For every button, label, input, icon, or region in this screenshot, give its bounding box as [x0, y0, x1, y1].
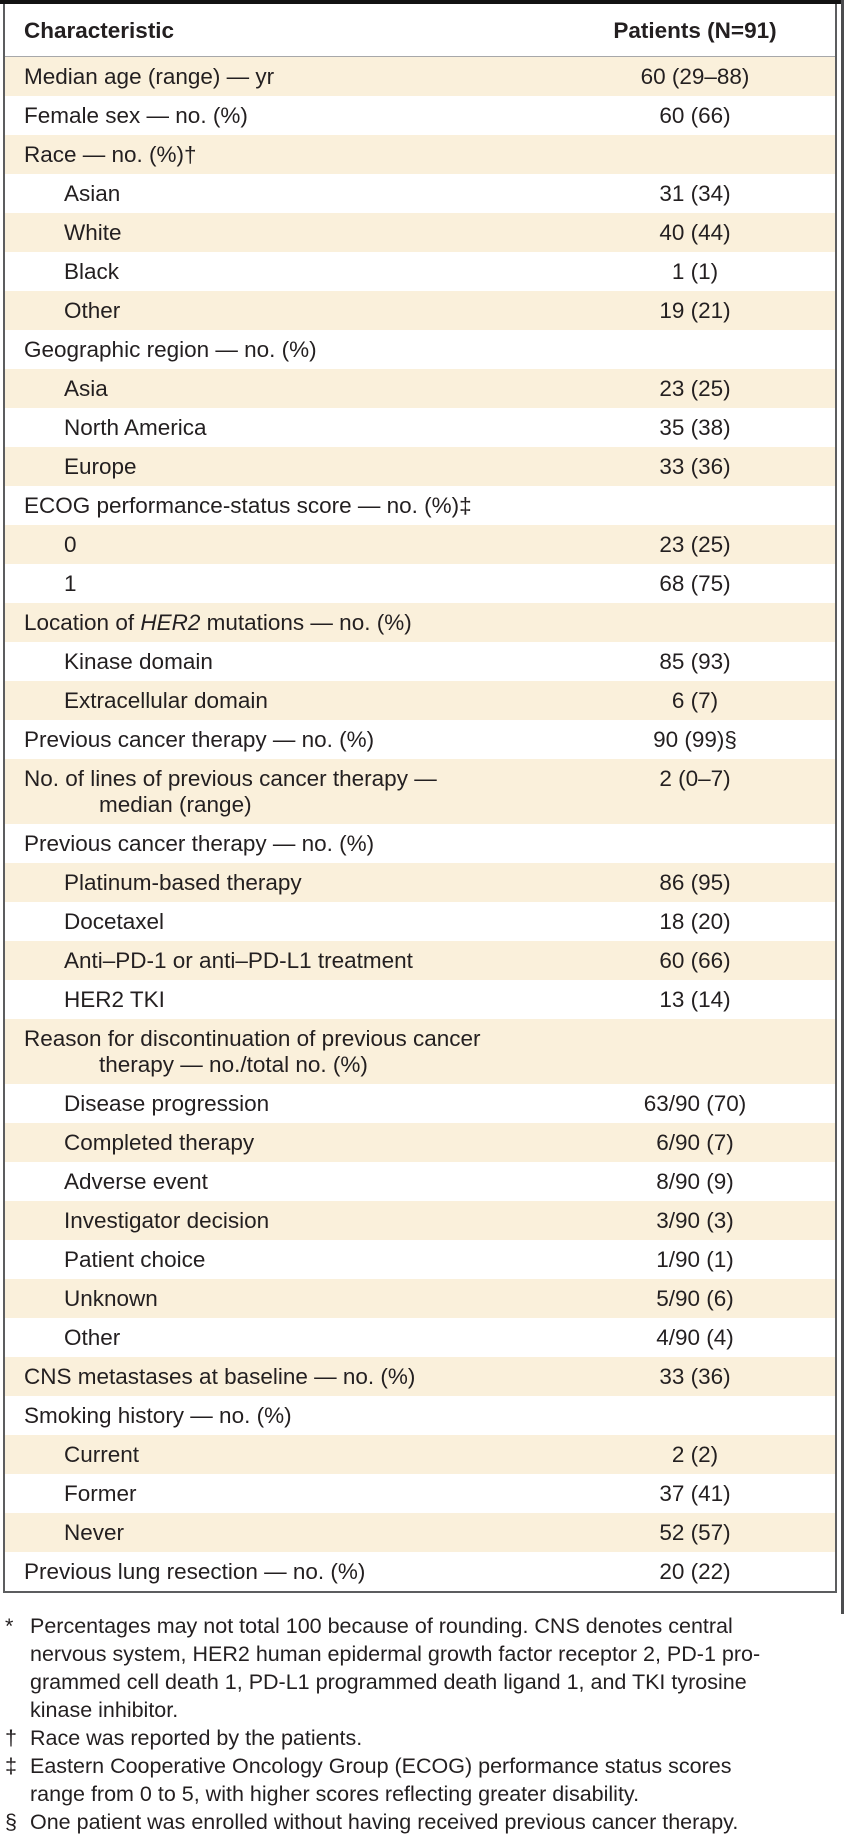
table-row: [5, 1474, 835, 1513]
row-label-line1: Black: [64, 258, 120, 284]
row-value: 6 (7): [671, 687, 719, 713]
row-label-text: Location of: [24, 609, 141, 635]
table-row: [5, 213, 835, 252]
table-row: [5, 681, 835, 720]
table-row: [5, 1084, 835, 1123]
table-row: [5, 1123, 835, 1162]
row-value: 4/90 (4): [656, 1324, 734, 1350]
table-row: [5, 1019, 835, 1084]
row-label: [24, 415, 595, 441]
row-label: [24, 1325, 595, 1351]
table-row: [5, 824, 835, 863]
row-label: [24, 688, 595, 714]
table-row: [5, 902, 835, 941]
row-label-line1: Asian: [64, 180, 121, 206]
row-label: [24, 948, 595, 974]
row-label-line1: Geographic region — no. (%): [24, 336, 317, 362]
row-label-line1: Adverse event: [64, 1168, 208, 1194]
row-label-line1: Previous cancer therapy — no. (%): [24, 830, 375, 856]
row-value: 8/90 (9): [656, 1168, 734, 1194]
row-value: 52 (57): [659, 1519, 731, 1545]
row-label: [24, 64, 595, 90]
row-label: [24, 766, 595, 818]
footnote: [3, 1752, 841, 1808]
footnote-line: kinase inhibitor.: [30, 1698, 179, 1722]
row-value: 90 (99)§: [653, 726, 737, 752]
table-footnotes: [3, 1612, 841, 1836]
row-label-line1: Median age (range) — yr: [24, 63, 275, 89]
footnote-text: [30, 1724, 841, 1752]
row-value: 35 (38): [659, 414, 731, 440]
row-label-line1: Kinase domain: [64, 648, 213, 674]
row-label-line1: Previous cancer therapy — no. (%): [24, 726, 375, 752]
footnote-symbol: ‡: [5, 1754, 17, 1778]
row-label: [24, 376, 595, 402]
footnote-line: Eastern Cooperative Oncology Group (ECOG) performance status scores: [30, 1754, 732, 1778]
row-value: 18 (20): [659, 908, 731, 934]
table-row: [5, 1318, 835, 1357]
row-label-line1: Former: [64, 1480, 137, 1506]
row-label: [24, 142, 595, 168]
row-label-line1: Unknown: [64, 1285, 158, 1311]
row-label: [24, 259, 595, 285]
characteristics-table: [3, 4, 837, 1593]
row-label: [24, 1559, 595, 1585]
row-label-line1: Anti–PD-1 or anti–PD-L1 treatment: [64, 947, 413, 973]
table-row: [5, 486, 835, 525]
footnote: [3, 1808, 841, 1836]
row-label: [24, 610, 595, 636]
row-label-line1: Female sex — no. (%): [24, 102, 248, 128]
row-label: [24, 571, 595, 597]
table-row: [5, 96, 835, 135]
row-label: [24, 649, 595, 675]
row-value: 31 (34): [659, 180, 731, 206]
row-value: 20 (22): [659, 1558, 731, 1584]
row-label-line1: Race — no. (%)†: [24, 141, 197, 167]
table-row: [5, 1201, 835, 1240]
footnote-symbol: †: [5, 1726, 17, 1750]
row-value: 68 (75): [659, 570, 731, 596]
table-row: [5, 1279, 835, 1318]
row-value: 13 (14): [659, 986, 731, 1012]
row-value: 33 (36): [659, 453, 731, 479]
row-label-italic: HER2: [140, 609, 201, 635]
row-label: [24, 1247, 595, 1273]
row-label-line1: Reason for discontinuation of previous cancer: [24, 1025, 481, 1051]
row-label-line1: Asia: [64, 375, 108, 401]
row-label: [24, 1091, 595, 1117]
row-label-line1: Patient choice: [64, 1246, 206, 1272]
row-label: [24, 987, 595, 1013]
row-label-line1: [24, 610, 589, 636]
row-label-line1: Investigator decision: [64, 1207, 270, 1233]
table-row: [5, 1513, 835, 1552]
row-label: [24, 220, 595, 246]
row-label: [24, 1442, 595, 1468]
table-row: [5, 1396, 835, 1435]
row-value: 60 (29–88): [640, 63, 750, 89]
row-label: [24, 831, 595, 857]
row-value: 19 (21): [659, 297, 731, 323]
row-label-line1: 0: [64, 531, 77, 557]
row-label-line1: Other: [64, 297, 121, 323]
row-label-line1: Disease progression: [64, 1090, 270, 1116]
table-row: [5, 57, 835, 96]
row-label-line1: ECOG performance-status score — no. (%)‡: [24, 492, 472, 518]
row-label-line1: Current: [64, 1441, 140, 1467]
row-label: [24, 1169, 595, 1195]
row-label-line1: HER2 TKI: [64, 986, 165, 1012]
row-label: [24, 1130, 595, 1156]
row-value: 63/90 (70): [643, 1090, 747, 1116]
footnote-symbol: §: [5, 1810, 17, 1834]
table-row: [5, 1162, 835, 1201]
row-label-line1: Platinum-based therapy: [64, 869, 302, 895]
table-row: [5, 447, 835, 486]
column-header-patients: Patients (N=91): [613, 18, 777, 43]
row-label: [24, 727, 595, 753]
row-value: 3/90 (3): [656, 1207, 734, 1233]
row-label-line1: 1: [64, 570, 77, 596]
table-row: [5, 603, 835, 642]
table-row: [5, 1552, 835, 1591]
footnote-line: grammed cell death 1, PD-L1 programmed death ligand 1, and TKI tyrosine: [30, 1670, 747, 1694]
row-label: [24, 1403, 595, 1429]
footnote-line: range from 0 to 5, with higher scores reflecting greater disability.: [30, 1782, 640, 1806]
row-value: 37 (41): [659, 1480, 731, 1506]
row-value: 2 (0–7): [659, 765, 731, 791]
row-label: [24, 454, 595, 480]
row-label: [24, 337, 595, 363]
table-row: [5, 369, 835, 408]
row-label-line1: Previous lung resection — no. (%): [24, 1558, 366, 1584]
table-row: [5, 291, 835, 330]
table-row: [5, 330, 835, 369]
table-row: [5, 408, 835, 447]
footnote-line: One patient was enrolled without having received previous cancer therapy.: [30, 1810, 739, 1834]
row-label-line1: Never: [64, 1519, 125, 1545]
table-row: [5, 642, 835, 681]
table-row: [5, 564, 835, 603]
table-row: [5, 135, 835, 174]
footnote-symbol: *: [5, 1614, 14, 1638]
table-row: [5, 525, 835, 564]
row-label-line1: Extracellular domain: [64, 687, 268, 713]
row-label-line1: Completed therapy: [64, 1129, 255, 1155]
row-value: 23 (25): [659, 375, 731, 401]
row-label-line2: therapy — no./total no. (%): [99, 1051, 368, 1077]
footnote: [3, 1724, 841, 1752]
row-label: [24, 1286, 595, 1312]
row-label: [24, 298, 595, 324]
row-label: [24, 1364, 595, 1390]
row-value: 40 (44): [659, 219, 731, 245]
footnote-text: [30, 1752, 841, 1808]
table-row: [5, 174, 835, 213]
table-row: [5, 863, 835, 902]
row-label-line1: Europe: [64, 453, 137, 479]
row-label-line1: Other: [64, 1324, 121, 1350]
footnote-text: [30, 1612, 841, 1724]
row-label-line1: White: [64, 219, 122, 245]
footnote-line: Race was reported by the patients.: [30, 1726, 363, 1750]
table-row: [5, 720, 835, 759]
footnote: [3, 1612, 841, 1724]
table-body: [5, 57, 835, 1591]
row-label: [24, 909, 595, 935]
row-label-line1: Smoking history — no. (%): [24, 1402, 292, 1428]
row-value: 5/90 (6): [656, 1285, 734, 1311]
table-row: [5, 980, 835, 1019]
row-label-line1: Docetaxel: [64, 908, 165, 934]
row-value: 60 (66): [659, 102, 731, 128]
row-value: 1 (1): [671, 258, 719, 284]
row-label-line1: CNS metastases at baseline — no. (%): [24, 1363, 416, 1389]
row-label: [24, 1208, 595, 1234]
table-row: [5, 941, 835, 980]
row-value: 33 (36): [659, 1363, 731, 1389]
row-label: [24, 103, 595, 129]
row-value: 2 (2): [671, 1441, 719, 1467]
table-header-row: [5, 4, 835, 57]
row-value: 60 (66): [659, 947, 731, 973]
row-label: [24, 1520, 595, 1546]
table-row: [5, 252, 835, 291]
row-value: 1/90 (1): [656, 1246, 734, 1272]
footnote-line: Percentages may not total 100 because of rounding. CNS denotes central: [30, 1614, 733, 1638]
row-label: [24, 493, 595, 519]
row-label: [24, 1481, 595, 1507]
column-header-characteristic: Characteristic: [24, 18, 175, 43]
row-value: 23 (25): [659, 531, 731, 557]
footnote-text: [30, 1808, 841, 1836]
row-value: 85 (93): [659, 648, 731, 674]
table-row: [5, 1240, 835, 1279]
row-label-line1: North America: [64, 414, 207, 440]
row-value: 86 (95): [659, 869, 731, 895]
row-label-line2: median (range): [99, 791, 252, 817]
footnote-line: nervous system, HER2 human epidermal growth factor receptor 2, PD-1 pro-: [30, 1642, 761, 1666]
row-label: [24, 870, 595, 896]
table-row: [5, 759, 835, 824]
row-label: [24, 532, 595, 558]
row-value: 6/90 (7): [656, 1129, 734, 1155]
table-row: [5, 1435, 835, 1474]
table-row: [5, 1357, 835, 1396]
row-label: [24, 181, 595, 207]
row-label-line1: No. of lines of previous cancer therapy —: [24, 765, 437, 791]
row-label: [24, 1026, 595, 1078]
row-label-text: mutations — no. (%): [200, 609, 412, 635]
